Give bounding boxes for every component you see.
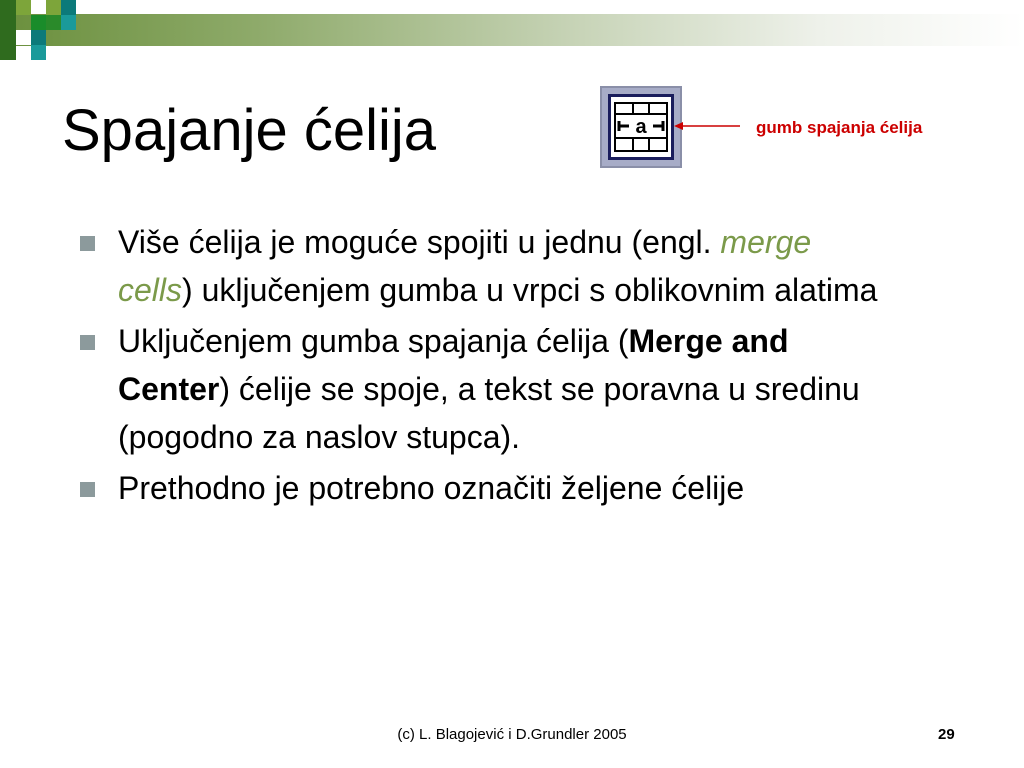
header-band — [0, 14, 1024, 46]
svg-text:a: a — [635, 116, 647, 138]
merge-cells-term: merge cells — [118, 224, 812, 308]
bullet-item — [80, 464, 920, 512]
square-bullet-icon — [80, 236, 95, 251]
slide-title: Spajanje ćelija — [62, 98, 437, 163]
bullet-text: ) uključenjem gumba u vrpci s oblikovnim alatima — [182, 272, 878, 308]
footer-copyright: (c) L. Blagojević i D.Grundler 2005 — [397, 726, 627, 743]
square-bullet-icon — [80, 482, 95, 497]
bullet-item — [80, 317, 898, 461]
bullet-text: Uključenjem gumba spajanja ćelija ( — [118, 323, 629, 359]
callout-arrow — [672, 117, 742, 135]
merge-and-center-icon — [600, 86, 682, 168]
bullet-list — [80, 218, 920, 515]
callout-label: gumb spajanja ćelija — [756, 118, 923, 137]
page-number: 29 — [938, 726, 955, 743]
bullet-text: ) ćelije se spoje, a tekst se poravna u sredinu (pogodno za naslov stupca). — [118, 371, 860, 455]
bullet-text: Prethodno je potrebno označiti željene ćelije — [118, 470, 745, 506]
square-bullet-icon — [80, 335, 95, 350]
bullet-text: Više ćelija je moguće spojiti u jednu (engl. — [118, 224, 721, 260]
merge-and-center-term: Merge and Center — [118, 323, 789, 407]
bullet-item — [80, 218, 878, 314]
